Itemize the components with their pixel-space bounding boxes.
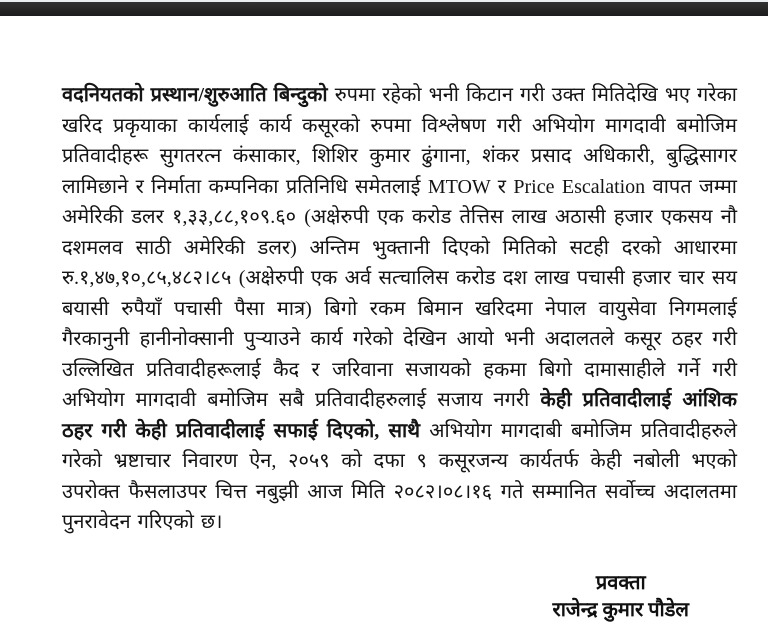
signatory-title: प्रवक्ता bbox=[595, 571, 646, 594]
signatory-name: राजेन्द्र कुमार पौडेल bbox=[552, 598, 689, 621]
paragraph-segment-bold: वदनियतको प्रस्थान/शुरुआति बिन्दुको bbox=[62, 84, 335, 106]
paragraph-segment: रुपमा रहेको भनी किटान गरी उक्त मितिदेखि भए गरेका खरिद प्रकृयाका कार्यलाई कार्य कसूरको रुपमा विश्लेषण गरी अभियोग मागदावी बमोजिम प्रतिवादीहरू सुगतरत्न कंसाकार, शिशिर कुमार ढुंगाना, शंकर प्रसाद अधिकारी, बुद्धिसागर लामिछाने र निर्माता कम्पनिका प्रतिनिधि समेतलाई MTOW र Price Escalation वापत जम्मा अमेरिकी डलर १,३३,८८,१०९.६० (अक्षेरुपी एक करोड तेत्तिस लाख अठासी हजार एकसय नौ दशमलव साठी अमेरिकी डलर) अन्तिम भुक्तानी दिएको मितिको सटही दरको आधारमा रु.१,४७,१०,८५,४८२।८५ (अक्षेरुपी एक अर्व सत्चालिस करोड दश लाख पचासी हजार चार सय बयासी रुपैयाँ पचासी पैसा मात्र) बिगो रकम बिमान खरिदमा नेपाल वायुसेवा निगमलाई गैरकानुनी हानीनोक्सानी पुऱ्याउने कार्य गरेको देखिन आयो भनी अदालतले कसूर ठहर गरी उल्लिखित प्रतिवादीहरूलाई कैद र जरिवाना सजायको हकमा बिगो दामासाहीले गर्ने गरी अभियोग मागदावी बमोजिम सबै प्रतिवादीहरुलाई सजाय नगरी bbox=[62, 84, 737, 411]
document-page bbox=[0, 16, 768, 624]
signature-block bbox=[553, 570, 689, 624]
paragraph-segment: अभियोग मागदाबी बमोजिम प्रतिवादीहरुले गरेको भ्रष्टाचार निवारण ऐन, २०५९ को दफा ९ कसूरजन्य कार्यतर्फ केही नबोली भएको उपरोक्त फैसलाउपर चित्त नबुझी आज मिति २०८२।०८।१६ गते सम्मानित सर्वोच्च अदालतमा पुनरावेदन गरिएको छ। bbox=[62, 419, 737, 533]
signature-row bbox=[62, 570, 737, 624]
body-paragraph bbox=[62, 80, 737, 538]
scan-top-bar bbox=[0, 2, 768, 16]
paragraph-segment-bold: केही प्रतिवादीलाई आंशिक ठहर गरी केही प्रतिवादीलाई सफाई दिएको, साथै bbox=[62, 389, 737, 442]
